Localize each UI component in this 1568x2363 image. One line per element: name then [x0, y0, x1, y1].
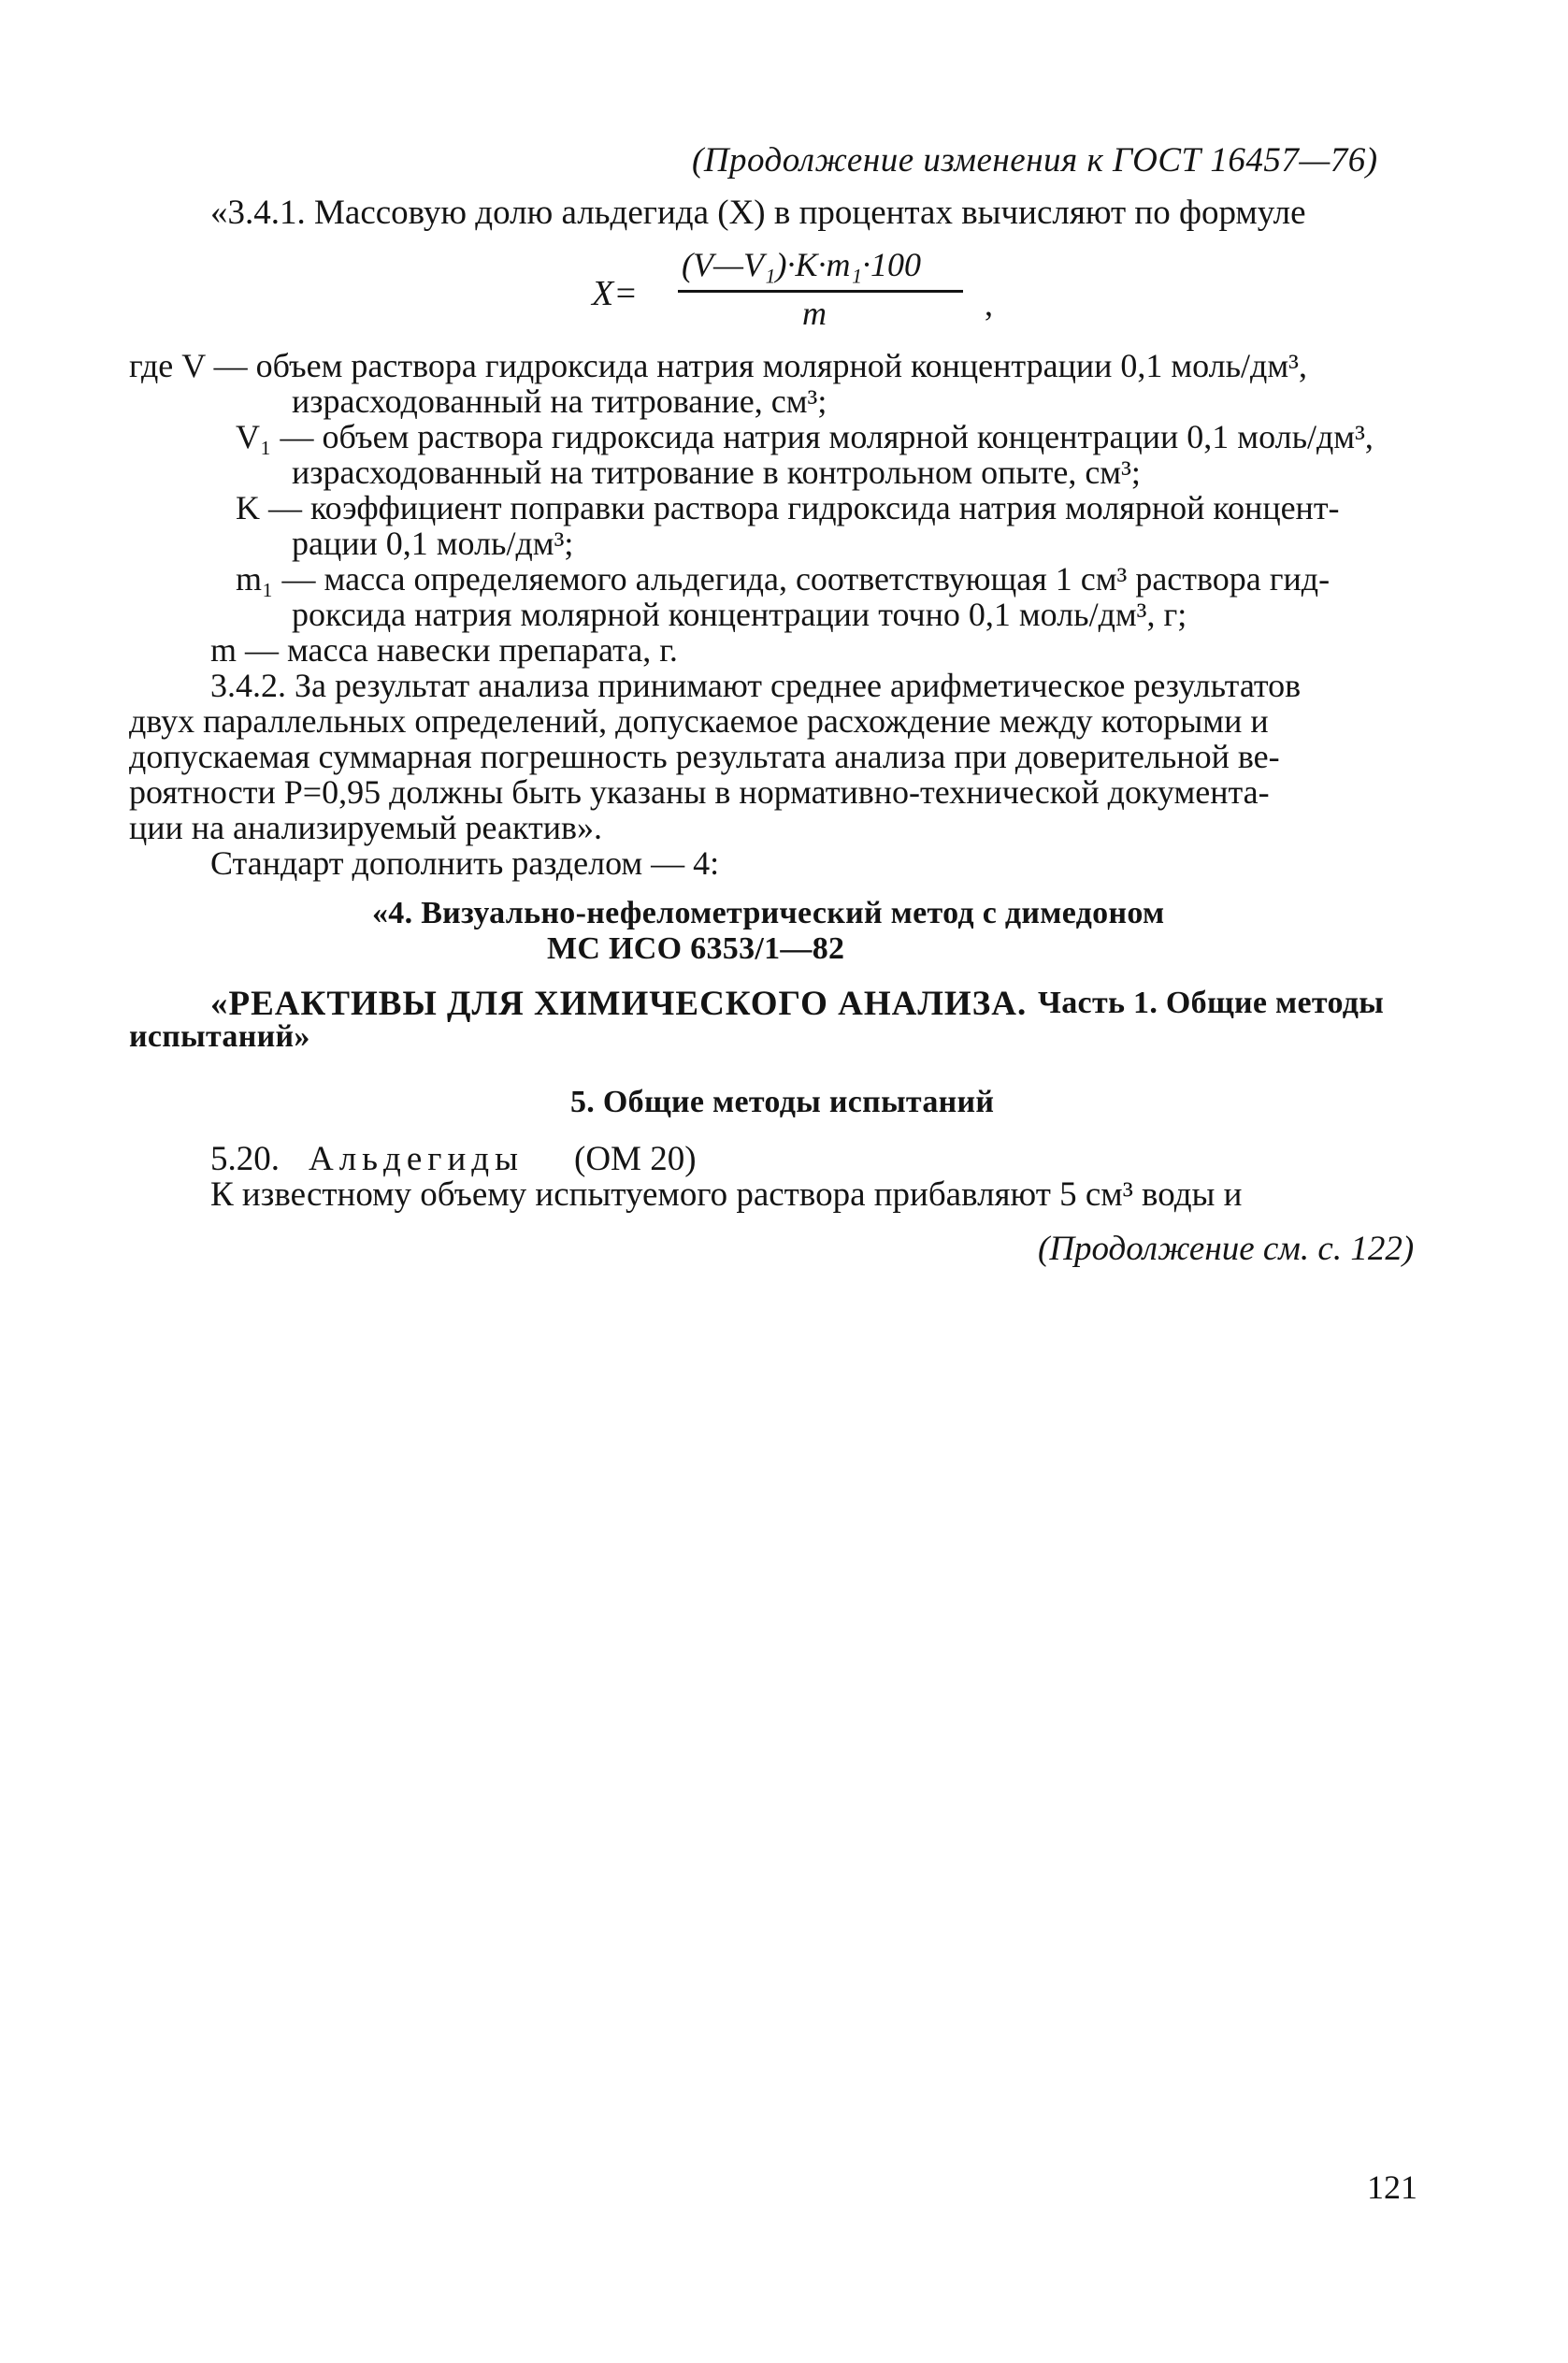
paragraph-342-line3: допускаемая суммарная погрешность результата анализа при доверительной ве-: [129, 738, 1280, 775]
reagents-title-right: Часть 1. Общие методы: [1038, 986, 1385, 1020]
section4-title-line2: МС ИСО 6353/1—82: [547, 931, 845, 966]
definition-k-line2: рации 0,1 моль/дм³;: [292, 525, 574, 562]
formula-numerator: (V—V₁)·K·m₁·100: [682, 246, 922, 283]
definition-m1-line1: m₁ — масса определяемого альдегида, соответствующая 1 см³ раствора гид-: [236, 560, 1331, 598]
page-number: 121: [1367, 2168, 1417, 2206]
formula-trailing: ,: [985, 285, 993, 323]
definition-v1-line2: израсходованный на титрование в контрольном опыте, см³;: [292, 454, 1141, 491]
reagents-title-left: «РЕАКТИВЫ ДЛЯ ХИМИЧЕСКОГО АНАЛИЗА.: [210, 985, 1028, 1023]
reagents-title-line2: испытаний»: [129, 1019, 310, 1054]
item-520-name: Альдегиды: [309, 1140, 524, 1178]
intro-line: «3.4.1. Массовую долю альдегида (X) в процентах вычисляют по формуле: [210, 194, 1306, 232]
paragraph-342-line5: ции на анализируемый реактив».: [129, 809, 602, 846]
definition-m1-line2: роксида натрия молярной концентрации точно 0,1 моль/дм³, г;: [292, 596, 1187, 633]
formula-denominator: m: [802, 295, 827, 332]
item-520-number: 5.20.: [210, 1140, 280, 1178]
supplement-line: Стандарт дополнить разделом — 4:: [210, 844, 720, 882]
definition-v-line1: где V — объем раствора гидроксида натрия молярной концентрации 0,1 моль/дм³,: [129, 347, 1307, 384]
item-520-code: (ОМ 20): [574, 1140, 697, 1178]
definition-v1-line1: V₁ — объем раствора гидроксида натрия молярной концентрации 0,1 моль/дм³,: [236, 418, 1374, 455]
continuation-header: (Продолжение изменения к ГОСТ 16457—76): [692, 141, 1378, 180]
paragraph-342-line1: 3.4.2. За результат анализа принимают среднее арифметическое результатов: [210, 667, 1302, 704]
formula: [592, 245, 994, 339]
last-body-line: К известному объему испытуемого раствора прибавляют 5 см³ воды и: [210, 1175, 1243, 1214]
paragraph-342-line4: роятности P=0,95 должны быть указаны в нормативно-технической документа-: [129, 773, 1270, 811]
fraction-bar: [678, 290, 963, 293]
footer-continuation: (Продолжение см. с. 122): [1038, 1230, 1415, 1268]
definition-k-line1: K — коэффициент поправки раствора гидроксида натрия молярной концент-: [236, 489, 1340, 526]
section5-title: 5. Общие методы испытаний: [570, 1085, 995, 1119]
paragraph-342-line2: двух параллельных определений, допускаемое расхождение между которыми и: [129, 702, 1269, 740]
section4-title-line1: «4. Визуально-нефелометрический метод с димедоном: [372, 896, 1165, 930]
definition-v-line2: израсходованный на титрование, см³;: [292, 382, 827, 420]
definition-m-line1: m — масса навески препарата, г.: [210, 631, 678, 669]
formula-lhs: X=: [592, 274, 638, 313]
